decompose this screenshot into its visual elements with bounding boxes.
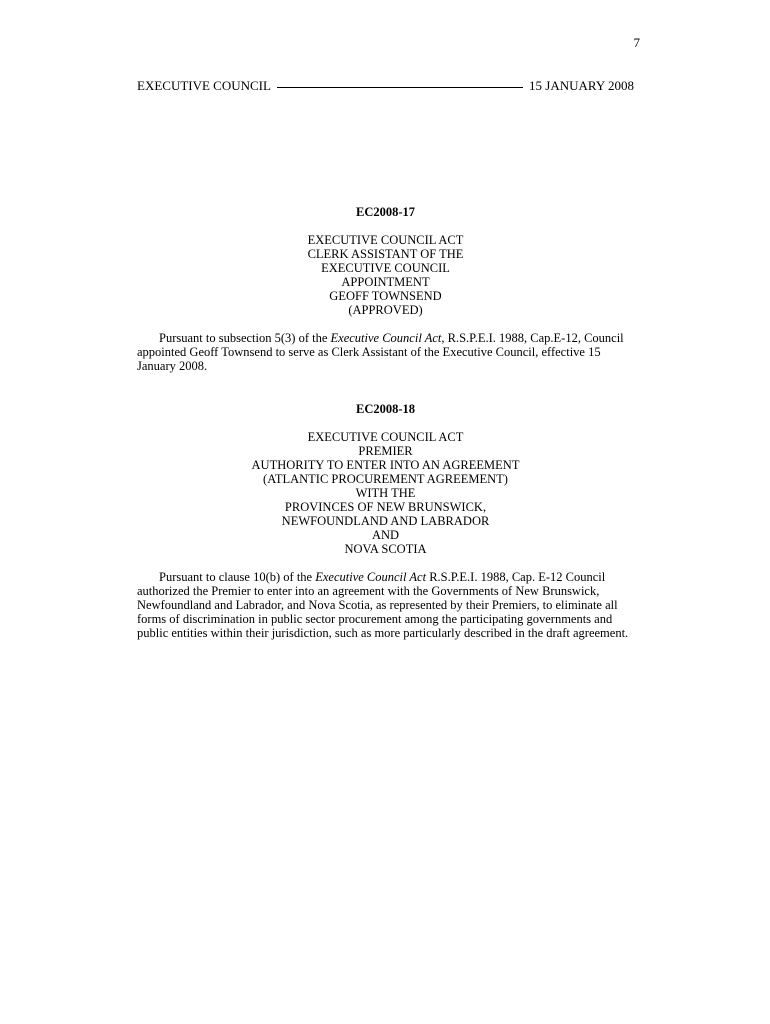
order-number: EC2008-17	[355, 205, 416, 219]
running-header	[137, 78, 634, 94]
order-heading-line: NOVA SCOTIA	[344, 542, 427, 556]
header-title: EXECUTIVE COUNCIL	[137, 78, 271, 93]
header-rule	[277, 87, 523, 88]
order-body-text: Pursuant to subsection 5(3) of the	[159, 331, 331, 345]
order-body	[137, 570, 634, 640]
header-date: 15 JANUARY 2008	[529, 78, 634, 93]
page-number: 7	[633, 35, 640, 50]
order-heading-line: (APPROVED)	[348, 303, 423, 317]
order-body-text: R.S.P.E.I. 1988, Cap.E-12, Council appointed Geoff Townsend to serve as Clerk Assistant of the Executive Council, effective 15 January 2008.	[137, 331, 624, 373]
order-heading-line: EXECUTIVE COUNCIL	[321, 261, 450, 275]
order-heading-line: (ATLANTIC PROCUREMENT AGREEMENT)	[263, 472, 508, 486]
order-heading-line: AND	[371, 528, 400, 542]
order-body-text: R.S.P.E.I. 1988, Cap. E-12 Council authorized the Premier to enter into an agreement with the Governments of New Brunswick, Newfoundland and Labrador, and Nova Scotia, as represented by their Premiers, to eliminate all forms of discrimination in public sector procurement among the participating governments and public entities within their jurisdiction, such as more particularly described in the draft agreement.	[137, 570, 629, 640]
order-ec2008-18	[137, 402, 634, 653]
order-heading-line: EXECUTIVE COUNCIL ACT	[307, 233, 464, 247]
order-body-text: Pursuant to clause 10(b) of the	[159, 570, 316, 584]
order-heading-line: PREMIER	[358, 444, 413, 458]
order-heading-line: WITH THE	[355, 486, 416, 500]
act-name: Executive Council Act	[315, 570, 427, 584]
order-ec2008-17	[137, 205, 634, 386]
order-heading-line: PROVINCES OF NEW BRUNSWICK,	[284, 500, 487, 514]
order-heading-line: APPOINTMENT	[341, 275, 430, 289]
order-body	[137, 331, 634, 373]
order-number: EC2008-18	[355, 402, 416, 416]
act-name: Executive Council Act,	[330, 331, 445, 345]
order-heading-line: NEWFOUNDLAND AND LABRADOR	[281, 514, 490, 528]
order-heading-line: EXECUTIVE COUNCIL ACT	[307, 430, 464, 444]
order-heading-line: GEOFF TOWNSEND	[329, 289, 442, 303]
order-heading-line: CLERK ASSISTANT OF THE	[307, 247, 464, 261]
order-heading-line: AUTHORITY TO ENTER INTO AN AGREEMENT	[251, 458, 520, 472]
